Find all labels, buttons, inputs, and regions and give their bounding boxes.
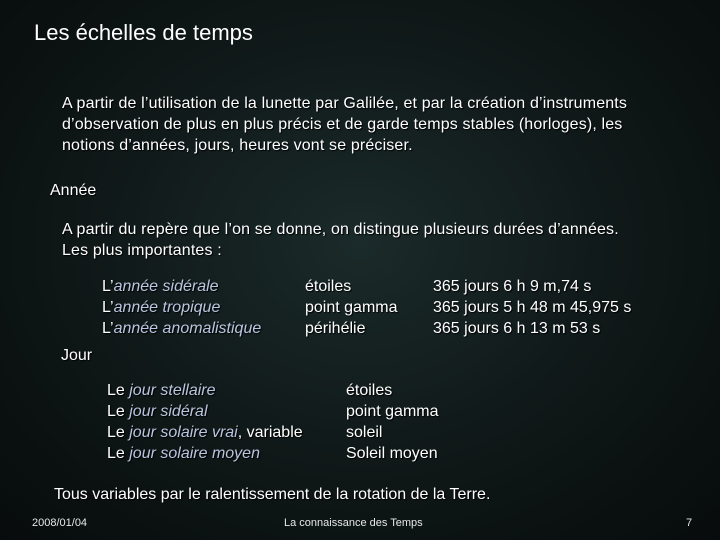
annee-ref: étoiles	[305, 278, 352, 295]
conclusion-text: Tous variables par le ralentissement de la rotation de la Terre.	[54, 486, 491, 503]
annee-name: L’année sidérale	[102, 278, 219, 295]
jour-ref: point gamma	[346, 403, 439, 420]
jour-ref: soleil	[346, 424, 383, 441]
annee-duration-column	[433, 276, 631, 339]
jour-name: Le jour solaire vrai, variable	[107, 424, 303, 441]
intro-line: d’observation de plus en plus précis et de garde temps stables (horloges), les	[62, 116, 623, 133]
jour-name: Le jour stellaire	[107, 382, 216, 399]
jour-heading: Jour	[61, 347, 93, 364]
slide-title: Les échelles de temps	[34, 20, 253, 45]
intro-line: notions d’années, jours, heures vont se préciser.	[62, 137, 413, 154]
annee-duration: 365 jours 6 h 13 m 53 s	[433, 320, 601, 337]
jour-ref-column	[346, 380, 439, 464]
jour-name: Le jour solaire moyen	[107, 445, 260, 462]
annee-ref: périhélie	[305, 320, 366, 337]
footer-date: 2008/01/04	[32, 517, 88, 529]
annee-paragraph	[62, 219, 702, 261]
jour-ref: Soleil moyen	[346, 445, 438, 462]
annee-ref-column	[305, 276, 398, 339]
jour-name: Le jour sidéral	[107, 403, 208, 420]
intro-paragraph	[62, 93, 702, 156]
annee-ref: point gamma	[305, 299, 398, 316]
annee-names-column	[102, 276, 261, 339]
jour-names-column	[107, 380, 303, 464]
intro-line: A partir de l’utilisation de la lunette par Galilée, et par la création d’instruments	[62, 95, 628, 112]
jour-ref: étoiles	[346, 382, 393, 399]
annee-line: Les plus importantes :	[62, 242, 222, 259]
annee-heading: Année	[50, 182, 97, 199]
page-number: 7	[686, 517, 693, 529]
annee-duration: 365 jours 6 h 9 m,74 s	[433, 278, 592, 295]
footer-title: La connaissance des Temps	[284, 517, 423, 529]
annee-line: A partir du repère que l’on se donne, on distingue plusieurs durées d’années.	[62, 221, 619, 238]
annee-duration: 365 jours 5 h 48 m 45,975 s	[433, 299, 632, 316]
annee-name: L’année anomalistique	[102, 320, 262, 337]
annee-name: L’année tropique	[102, 299, 221, 316]
